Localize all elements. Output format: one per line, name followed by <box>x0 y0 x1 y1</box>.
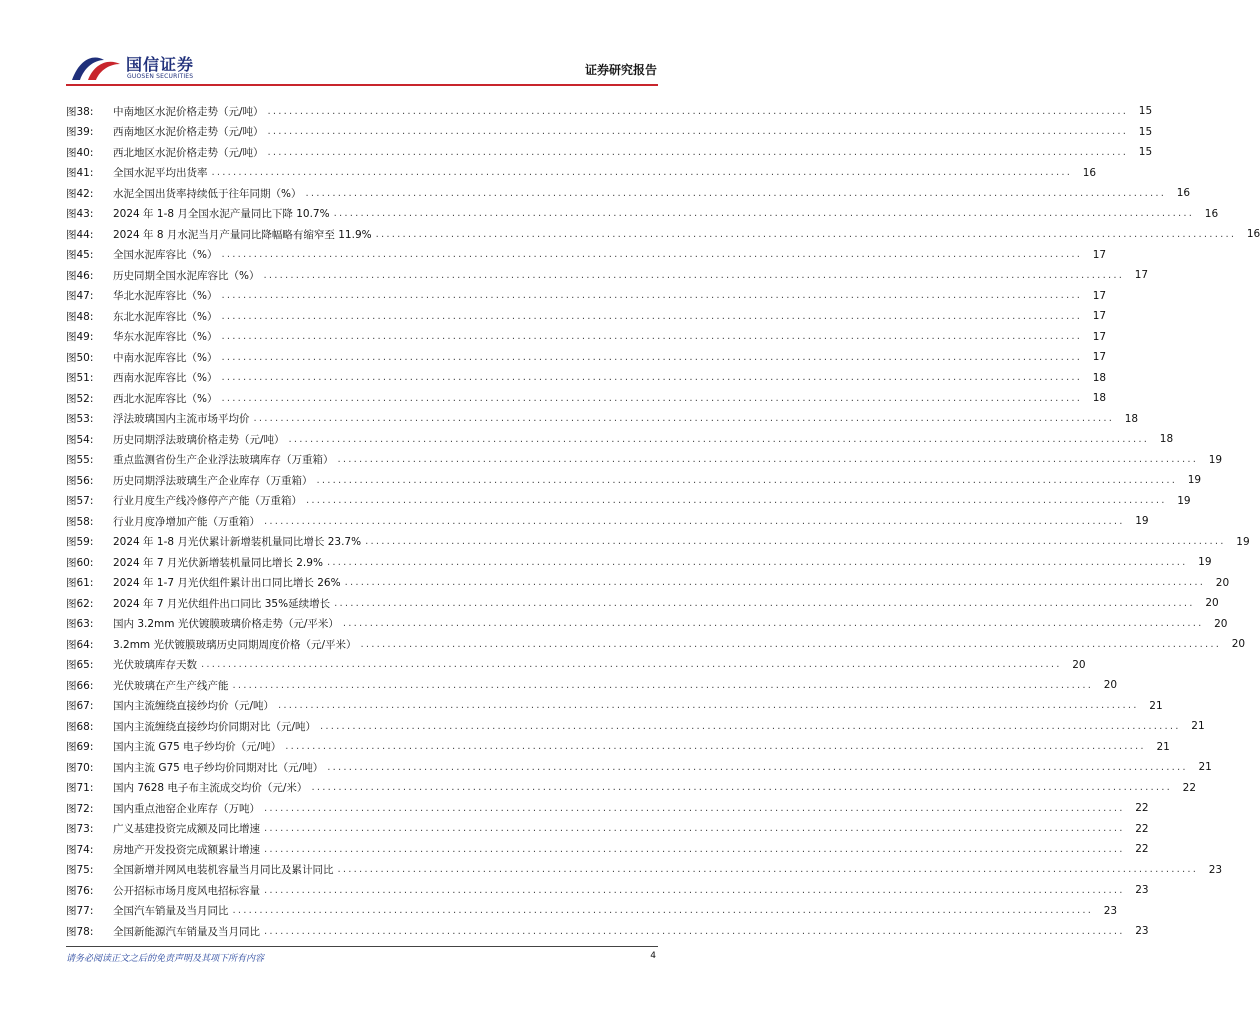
toc-figure-title: 国内 7628 电子布主流成交均价（元/米） <box>113 782 308 795</box>
toc-figure-label: 图49: <box>66 331 94 344</box>
toc-entry[interactable] <box>66 798 1149 819</box>
toc-figure-label: 图40: <box>66 146 94 159</box>
toc-page-number: 21 <box>1149 699 1163 712</box>
toc-page-number: 20 <box>1231 638 1246 651</box>
toc-dot-leader: ................................................................................................................................................................ <box>232 679 1094 691</box>
toc-page-number: 19 <box>1208 453 1223 466</box>
toc-entry[interactable] <box>66 552 1212 573</box>
toc-entry[interactable] <box>66 573 1230 594</box>
toc-page-number: 18 <box>1092 392 1107 405</box>
toc-figure-label: 图44: <box>66 228 94 241</box>
toc-entry[interactable] <box>66 634 1246 655</box>
toc-page-number: 20 <box>1214 617 1228 630</box>
toc-entry[interactable] <box>66 655 1086 676</box>
toc-figure-label: 图71: <box>66 782 94 795</box>
toc-dot-leader: ................................................................................................................................................................ <box>288 433 1150 445</box>
toc-page-number: 15 <box>1138 125 1153 138</box>
toc-figure-title: 华北水泥库容比（%） <box>113 290 218 303</box>
toc-page-number: 17 <box>1092 248 1107 261</box>
toc-dot-leader: ................................................................................................................................................................ <box>201 659 1062 671</box>
toc-dot-leader: ................................................................................................................................................................ <box>326 556 1188 568</box>
toc-page-number: 19 <box>1198 556 1212 569</box>
toc-figure-label: 图62: <box>66 597 94 610</box>
toc-figure-title: 全国新能源汽车销量及当月同比 <box>113 925 260 938</box>
toc-figure-title: 光伏玻璃在产生产线产能 <box>113 679 229 692</box>
toc-figure-label: 图55: <box>66 454 94 467</box>
toc-entry[interactable] <box>66 224 1260 245</box>
toc-figure-title: 2024 年 8 月水泥当月产量同比降幅略有缩窄至 11.9% <box>113 228 372 241</box>
toc-entry[interactable] <box>66 409 1139 430</box>
toc-dot-leader: ................................................................................................................................................................ <box>264 823 1125 835</box>
toc-dot-leader: ................................................................................................................................................................ <box>344 577 1206 589</box>
toc-page-number: 18 <box>1092 371 1107 384</box>
toc-page-number: 19 <box>1135 515 1149 528</box>
toc-figure-label: 图47: <box>66 290 94 303</box>
toc-figure-title: 浮法玻璃国内主流市场平均价 <box>113 413 250 426</box>
toc-dot-leader: ................................................................................................................................................................ <box>365 536 1226 548</box>
toc-dot-leader: ................................................................................................................................................................ <box>264 884 1125 896</box>
toc-figure-label: 图50: <box>66 351 94 364</box>
toc-figure-label: 图63: <box>66 618 94 631</box>
toc-page-number: 20 <box>1205 597 1219 610</box>
page-header <box>0 0 724 90</box>
toc-entry[interactable] <box>66 921 1149 942</box>
toc-page-number: 22 <box>1135 802 1149 815</box>
toc-entry[interactable] <box>66 470 1202 491</box>
logo-chinese-name: 国信证券 <box>126 55 195 74</box>
toc-page-number: 18 <box>1124 412 1139 425</box>
toc-figure-title: 行业月度净增加产能（万重箱） <box>113 515 260 528</box>
toc-figure-title: 3.2mm 光伏镀膜玻璃历史同期周度价格（元/平米） <box>113 638 357 651</box>
toc-page-number: 16 <box>1176 187 1191 200</box>
toc-page-number: 20 <box>1103 679 1118 692</box>
toc-entry[interactable] <box>66 101 1153 122</box>
toc-figure-label: 图46: <box>66 269 94 282</box>
toc-dot-leader: ................................................................................................................................................................ <box>221 310 1083 322</box>
toc-entry[interactable] <box>66 347 1107 368</box>
toc-entry[interactable] <box>66 245 1107 266</box>
toc-figure-title: 西北水泥库容比（%） <box>113 392 218 405</box>
toc-entry[interactable] <box>66 593 1219 614</box>
toc-figure-title: 历史同期浮法玻璃价格走势（元/吨） <box>113 433 285 446</box>
toc-figure-label: 图77: <box>66 905 94 918</box>
toc-entry[interactable] <box>66 327 1107 348</box>
toc-figure-label: 图78: <box>66 925 94 938</box>
toc-figure-title: 国内主流缠绕直接纱均价同期对比（元/吨） <box>113 720 317 733</box>
toc-figure-label: 图45: <box>66 249 94 262</box>
footer-divider <box>66 946 658 947</box>
toc-entry[interactable] <box>66 860 1223 881</box>
toc-page-number: 19 <box>1177 494 1191 507</box>
toc-entry[interactable] <box>66 450 1223 471</box>
toc-dot-leader: ................................................................................................................................................................ <box>375 228 1237 240</box>
header-divider <box>66 84 658 86</box>
toc-entry[interactable] <box>66 696 1163 717</box>
guosen-logo <box>70 50 200 84</box>
toc-entry[interactable] <box>66 716 1205 737</box>
toc-dot-leader: ................................................................................................................................................................ <box>342 618 1204 630</box>
toc-figure-title: 国内主流缠绕直接纱均价（元/吨） <box>113 700 275 713</box>
toc-dot-leader: ................................................................................................................................................................ <box>327 761 1188 773</box>
toc-page-number: 21 <box>1156 740 1170 753</box>
toc-dot-leader: ................................................................................................................................................................ <box>285 741 1146 753</box>
footer-disclaimer: 请务必阅读正文之后的免责声明及其项下所有内容 <box>66 954 265 964</box>
figure-list <box>66 101 1260 942</box>
page-number: 4 <box>650 951 656 961</box>
toc-page-number: 17 <box>1092 330 1107 343</box>
toc-page-number: 17 <box>1092 289 1107 302</box>
toc-figure-label: 图64: <box>66 638 94 651</box>
toc-figure-title: 行业月度生产线冷修停产产能（万重箱） <box>113 495 302 508</box>
toc-figure-label: 图39: <box>66 126 94 139</box>
toc-entry[interactable] <box>66 839 1149 860</box>
toc-page-number: 21 <box>1198 761 1212 774</box>
toc-dot-leader: ................................................................................................................................................................ <box>263 269 1125 281</box>
toc-figure-title: 国内重点池窑企业库存（万吨） <box>113 802 260 815</box>
toc-dot-leader: ................................................................................................................................................................ <box>253 413 1115 425</box>
toc-entry[interactable] <box>66 511 1149 532</box>
toc-figure-title: 2024 年 7 月光伏组件出口同比 35%延续增长 <box>113 597 331 610</box>
toc-page-number: 15 <box>1138 105 1153 118</box>
toc-figure-label: 图48: <box>66 310 94 323</box>
toc-entry[interactable] <box>66 429 1174 450</box>
toc-figure-title: 中南地区水泥价格走势（元/吨） <box>113 105 264 118</box>
toc-dot-leader: ................................................................................................................................................................ <box>267 126 1129 138</box>
toc-figure-title: 国内主流 G75 电子纱均价同期对比（元/吨） <box>113 761 324 774</box>
toc-dot-leader: ................................................................................................................................................................ <box>316 474 1178 486</box>
toc-figure-label: 图72: <box>66 802 94 815</box>
toc-dot-leader: ................................................................................................................................................................ <box>320 720 1181 732</box>
toc-figure-title: 广义基建投资完成额及同比增速 <box>113 823 260 836</box>
toc-dot-leader: ................................................................................................................................................................ <box>334 597 1195 609</box>
toc-figure-title: 国内主流 G75 电子纱均价（元/吨） <box>113 741 282 754</box>
toc-dot-leader: ................................................................................................................................................................ <box>337 864 1199 876</box>
toc-entry[interactable] <box>66 614 1228 635</box>
toc-dot-leader: ................................................................................................................................................................ <box>337 454 1199 466</box>
toc-page-number: 19 <box>1187 474 1202 487</box>
toc-figure-title: 西北地区水泥价格走势（元/吨） <box>113 146 264 159</box>
toc-entry[interactable] <box>66 388 1107 409</box>
toc-page-number: 18 <box>1159 433 1174 446</box>
toc-dot-leader: ................................................................................................................................................................ <box>264 843 1125 855</box>
toc-page-number: 23 <box>1135 925 1149 938</box>
toc-figure-label: 图68: <box>66 720 94 733</box>
toc-figure-title: 西南地区水泥价格走势（元/吨） <box>113 126 264 139</box>
toc-dot-leader: ................................................................................................................................................................ <box>221 331 1083 343</box>
toc-page-number: 16 <box>1082 166 1097 179</box>
toc-figure-title: 全国汽车销量及当月同比 <box>113 905 229 918</box>
toc-figure-title: 华东水泥库容比（%） <box>113 331 218 344</box>
toc-figure-label: 图58: <box>66 515 94 528</box>
toc-dot-leader: ................................................................................................................................................................ <box>232 905 1094 917</box>
toc-figure-title: 水泥全国出货率持续低于往年同期（%） <box>113 187 302 200</box>
toc-figure-label: 图52: <box>66 392 94 405</box>
toc-figure-title: 2024 年 7 月光伏新增装机量同比增长 2.9% <box>113 556 323 569</box>
toc-figure-title: 中南水泥库容比（%） <box>113 351 218 364</box>
toc-page-number: 16 <box>1246 228 1260 241</box>
toc-entry[interactable] <box>66 183 1191 204</box>
toc-figure-title: 全国新增并网风电装机容量当月同比及累计同比 <box>113 864 334 877</box>
toc-page-number: 22 <box>1182 781 1197 794</box>
toc-dot-leader: ................................................................................................................................................................ <box>306 495 1167 507</box>
toc-dot-leader: ................................................................................................................................................................ <box>360 638 1222 650</box>
toc-page-number: 23 <box>1135 884 1149 897</box>
toc-figure-title: 2024 年 1-8 月光伏累计新增装机量同比增长 23.7% <box>113 536 362 549</box>
toc-entry[interactable] <box>66 675 1118 696</box>
logo-english-name: GUOSEN SECURITIES <box>127 73 194 80</box>
toc-figure-label: 图66: <box>66 679 94 692</box>
toc-entry[interactable] <box>66 142 1153 163</box>
toc-figure-title: 全国水泥平均出货率 <box>113 167 208 180</box>
toc-figure-title: 2024 年 1-7 月光伏组件累计出口同比增长 26% <box>113 577 341 590</box>
toc-entry[interactable] <box>66 819 1149 840</box>
toc-figure-label: 图51: <box>66 372 94 385</box>
toc-figure-title: 国内 3.2mm 光伏镀膜玻璃价格走势（元/平米） <box>113 618 339 631</box>
report-type-label: 证券研究报告 <box>584 63 657 77</box>
toc-entry[interactable] <box>66 306 1107 327</box>
toc-figure-label: 图38: <box>66 105 94 118</box>
toc-figure-label: 图76: <box>66 884 94 897</box>
toc-figure-label: 图65: <box>66 659 94 672</box>
toc-figure-label: 图67: <box>66 700 94 713</box>
toc-figure-label: 图56: <box>66 474 94 487</box>
toc-entry[interactable] <box>66 532 1250 553</box>
toc-dot-leader: ................................................................................................................................................................ <box>264 802 1125 814</box>
toc-page-number: 22 <box>1135 822 1149 835</box>
toc-entry[interactable] <box>66 122 1153 143</box>
toc-figure-label: 图43: <box>66 208 94 221</box>
toc-entry[interactable] <box>66 204 1219 225</box>
toc-figure-label: 图69: <box>66 741 94 754</box>
toc-figure-title: 历史同期浮法玻璃生产企业库存（万重箱） <box>113 474 313 487</box>
toc-figure-label: 图60: <box>66 556 94 569</box>
toc-dot-leader: ................................................................................................................................................................ <box>211 167 1073 179</box>
toc-page-number: 21 <box>1191 720 1205 733</box>
toc-dot-leader: ................................................................................................................................................................ <box>221 392 1083 404</box>
toc-figure-title: 2024 年 1-8 月全国水泥产量同比下降 10.7% <box>113 208 330 221</box>
toc-figure-label: 图57: <box>66 495 94 508</box>
toc-page-number: 19 <box>1236 535 1250 548</box>
toc-page-number: 15 <box>1138 146 1153 159</box>
toc-figure-label: 图59: <box>66 536 94 549</box>
toc-dot-leader: ................................................................................................................................................................ <box>264 515 1125 527</box>
toc-page-number: 23 <box>1208 863 1223 876</box>
toc-figure-label: 图54: <box>66 433 94 446</box>
toc-page-number: 23 <box>1103 904 1118 917</box>
toc-dot-leader: ................................................................................................................................................................ <box>221 290 1083 302</box>
toc-entry[interactable] <box>66 880 1149 901</box>
toc-figure-label: 图70: <box>66 761 94 774</box>
toc-page-number: 17 <box>1092 310 1107 323</box>
toc-figure-title: 光伏玻璃库存天数 <box>113 659 197 672</box>
toc-page-number: 20 <box>1215 576 1230 589</box>
toc-dot-leader: ................................................................................................................................................................ <box>311 782 1173 794</box>
toc-entry[interactable] <box>66 901 1118 922</box>
toc-figure-label: 图42: <box>66 187 94 200</box>
toc-figure-title: 公开招标市场月度风电招标容量 <box>113 884 260 897</box>
toc-page-number: 20 <box>1072 658 1086 671</box>
toc-figure-title: 重点监测省份生产企业浮法玻璃库存（万重箱） <box>113 454 334 467</box>
toc-page-number: 16 <box>1204 207 1219 220</box>
toc-dot-leader: ................................................................................................................................................................ <box>267 146 1129 158</box>
toc-dot-leader: ................................................................................................................................................................ <box>333 208 1195 220</box>
toc-entry[interactable] <box>66 286 1107 307</box>
toc-entry[interactable] <box>66 265 1149 286</box>
toc-figure-label: 图41: <box>66 167 94 180</box>
toc-entry[interactable] <box>66 491 1191 512</box>
toc-figure-title: 全国水泥库容比（%） <box>113 249 218 262</box>
toc-page-number: 17 <box>1092 351 1107 364</box>
toc-entry[interactable] <box>66 778 1197 799</box>
toc-dot-leader: ................................................................................................................................................................ <box>278 700 1139 712</box>
toc-figure-title: 东北水泥库容比（%） <box>113 310 218 323</box>
toc-dot-leader: ................................................................................................................................................................ <box>267 105 1129 117</box>
toc-entry[interactable] <box>66 163 1097 184</box>
toc-dot-leader: ................................................................................................................................................................ <box>221 249 1083 261</box>
toc-figure-label: 图73: <box>66 823 94 836</box>
toc-entry[interactable] <box>66 368 1107 389</box>
toc-figure-label: 图53: <box>66 413 94 426</box>
toc-dot-leader: ................................................................................................................................................................ <box>221 351 1083 363</box>
toc-figure-label: 图75: <box>66 864 94 877</box>
toc-dot-leader: ................................................................................................................................................................ <box>221 372 1083 384</box>
toc-figure-label: 图61: <box>66 577 94 590</box>
toc-figure-label: 图74: <box>66 843 94 856</box>
toc-page-number: 17 <box>1134 269 1149 282</box>
toc-figure-title: 西南水泥库容比（%） <box>113 372 218 385</box>
guosen-logo-mark-icon <box>70 50 122 84</box>
toc-dot-leader: ................................................................................................................................................................ <box>305 187 1167 199</box>
toc-figure-title: 历史同期全国水泥库容比（%） <box>113 269 260 282</box>
toc-page-number: 22 <box>1135 843 1149 856</box>
toc-entry[interactable] <box>66 737 1170 758</box>
toc-dot-leader: ................................................................................................................................................................ <box>264 925 1125 937</box>
toc-entry[interactable] <box>66 757 1212 778</box>
toc-figure-title: 房地产开发投资完成额累计增速 <box>113 843 260 856</box>
